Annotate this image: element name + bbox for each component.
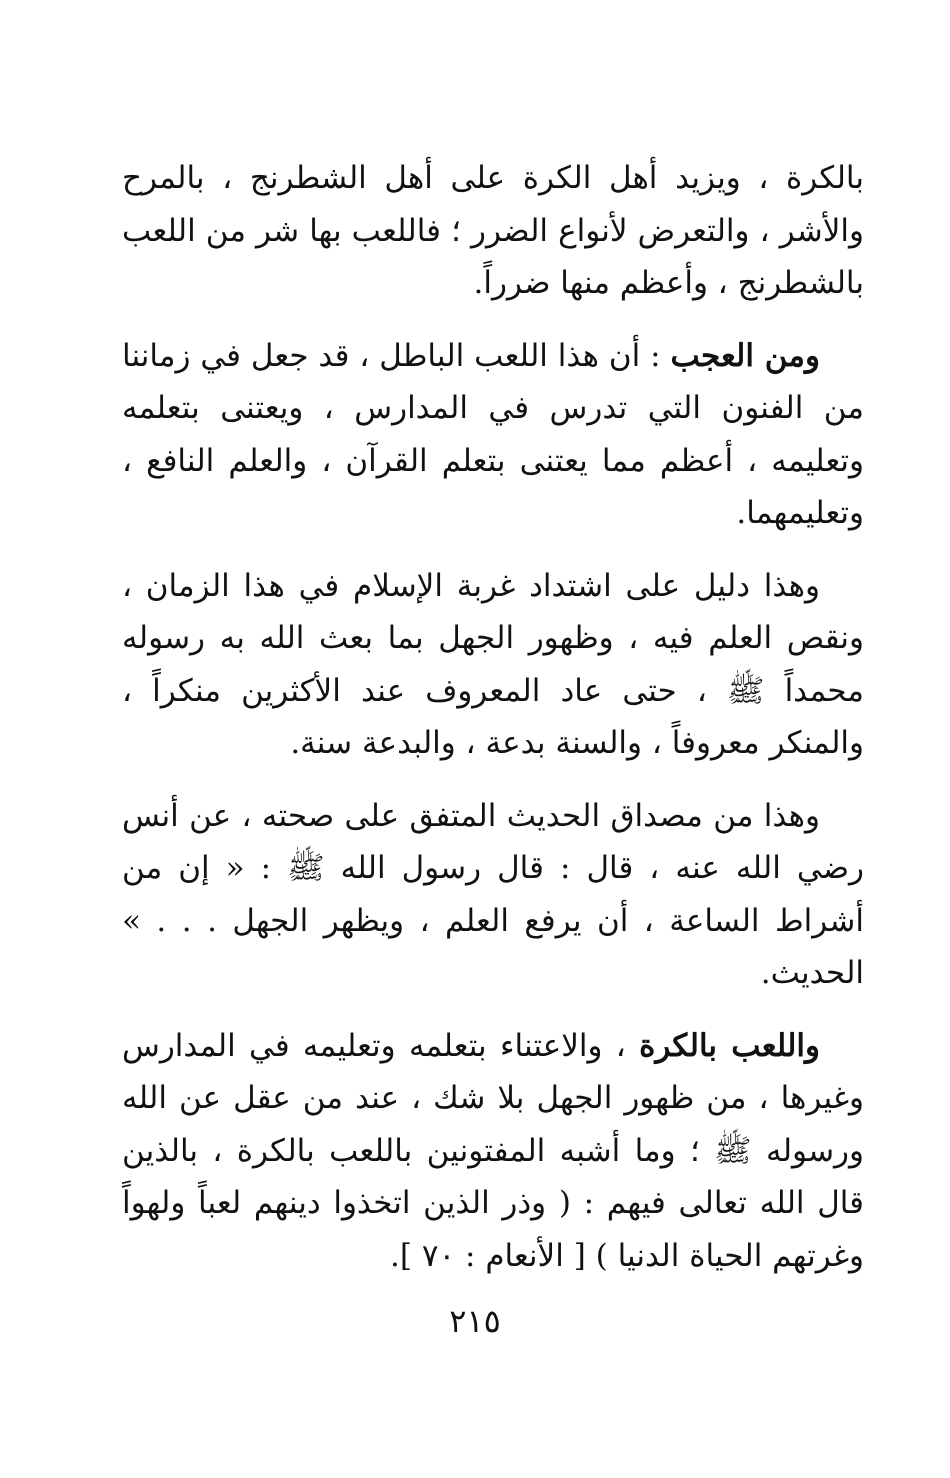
- paragraph-3: وهذا دليل على اشتداد غربة الإسلام في هذا الزمان ، ونقص العلم فيه ، وظهور الجهل بما بعث الله به رسوله محمداً ﷺ ، حتى عاد المعروف عند الأكثرين منكراً ، والمنكر معروفاً ، والسنة بدعة ، والبدعة سنة.: [122, 567, 864, 761]
- paragraph-4: وهذا من مصداق الحديث المتفق على صحته ، عن أنس رضي الله عنه ، قال : قال رسول الله ﷺ : « إن من أشراط الساعة ، أن يرفع العلم ، ويظهر الجهل . . . » الحديث.: [122, 797, 864, 991]
- page-number: ٢١٥: [449, 1302, 501, 1340]
- paragraph-5: واللعب بالكرة ، والاعتناء بتعلمه وتعليمه في المدارس وغيرها ، من ظهور الجهل بلا شك ، عند من عقل عن الله ورسوله ﷺ ؛ وما أشبه المفتونين باللعب بالكرة ، بالذين قال الله تعالى فيهم : ( وذر الذين اتخذوا دينهم لعباً ولهواً وغرتهم الحياة الدنيا ) [ الأنعام : ٧٠ ].: [122, 1027, 864, 1274]
- paragraph-lead: واللعب بالكرة: [639, 1027, 820, 1064]
- paragraph-lead: ومن العجب: [670, 337, 820, 374]
- paragraph-2: ومن العجب : أن هذا اللعب الباطل ، قد جعل في زماننا من الفنون التي تدرس في المدارس ، ويعتنى بتعلمه وتعليمه ، أعظم مما يعتنى بتعلم القرآن ، والعلم النافع ، وتعليمهما.: [122, 337, 864, 531]
- page-body: [122, 152, 864, 1302]
- paragraph-1: بالكرة ، ويزيد أهل الكرة على أهل الشطرنج ، بالمرح والأشر ، والتعرض لأنواع الضرر ؛ فاللعب بها شر من اللعب بالشطرنج ، وأعظم منها ضرراً.: [122, 160, 864, 301]
